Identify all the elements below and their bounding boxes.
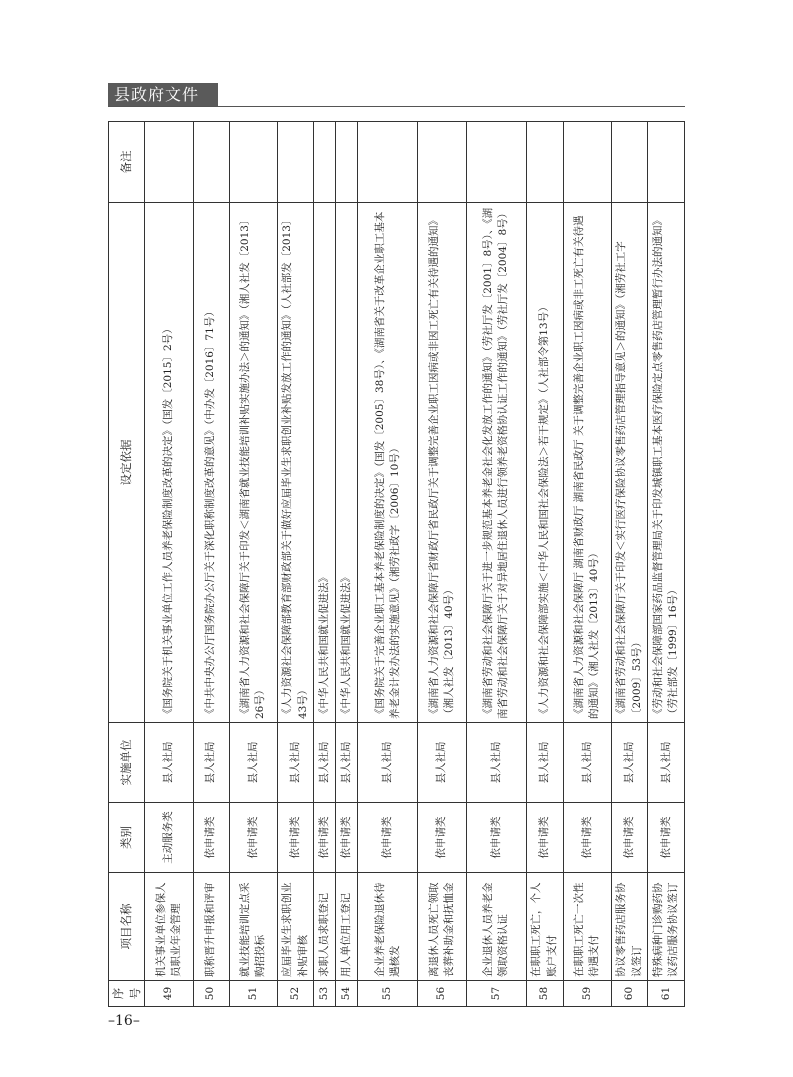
row-note [526,122,563,203]
row-category: 依申请类 [611,803,648,873]
row-no: 60 [611,981,648,1007]
section-title-banner [108,83,218,106]
rotated-table-container [108,122,685,1007]
table-row [611,122,648,1007]
row-name: 用人单位用工登记 [336,873,358,981]
row-basis: 《中华人民共和国就业促进法》 [336,203,358,723]
table-row [314,122,336,1007]
row-note [563,122,611,203]
header-rule [108,106,685,107]
page-number: –16– [108,1013,140,1029]
row-note [336,122,358,203]
row-unit: 县人社局 [563,723,611,803]
row-category: 依申请类 [526,803,563,873]
row-unit: 县人社局 [314,723,336,803]
row-no: 56 [418,981,466,1007]
row-no: 58 [526,981,563,1007]
row-unit: 县人社局 [193,723,229,803]
table-row [526,122,563,1007]
row-basis: 《人力资源和社会保障部实施＜中华人民和国社会保险法＞若干规定》（人社部令第13号） [526,203,563,723]
table-header-row [109,122,145,1007]
row-no: 61 [648,981,685,1007]
row-unit: 县人社局 [145,723,193,803]
row-note [358,122,418,203]
header-unit: 实施单位 [109,723,145,803]
row-no: 59 [563,981,611,1007]
row-name: 求职人员求职登记 [314,873,336,981]
table-row [418,122,466,1007]
row-basis: 《湖南省人力资源和社会保障厅关于印发＜湖南省就业技能培训补贴实施办法＞的通知》（湘人社发〔2013〕26号） [229,203,277,723]
row-unit: 县人社局 [526,723,563,803]
row-note [466,122,526,203]
row-basis: 《国务院关于完善企业职工基本养老保险制度的决定》（国发〔2005〕38号）、《湖南省关于改革企业职工基本养老金计发办法的实施意见》（湘劳社政字〔2006〕10号） [358,203,418,723]
row-name: 特殊病种门诊购药协议药店服务协议签订 [648,873,685,981]
row-basis: 《劳动和社会保障部国家药品监督管理局关于印发城镇职工基本医疗保险定点零售药店管理暂行办法的通知》（劳社部发〔1999〕16号） [648,203,685,723]
row-basis: 《中共中央办公厅国务院办公厅关于深化职称制度改革的意见》（中办发〔2016〕71号） [193,203,229,723]
row-name: 机关事业单位参保人员职业年金管理 [145,873,193,981]
table-row [145,122,193,1007]
row-category: 依申请类 [277,803,314,873]
row-note [611,122,648,203]
row-category: 依申请类 [466,803,526,873]
header-name: 项目名称 [109,873,145,981]
row-basis: 《湖南省人力资源和社会保障厅 湖南省财政厅 湖南省民政厅 关于调整完善企业职工因病或非工死亡有关待遇的通知》（湘人社发〔2013〕40号） [563,203,611,723]
row-basis: 《国务院关于机关事业单位工作人员养老保险制度改革的决定》（国发〔2015〕2号） [145,203,193,723]
row-basis: 《湖南省劳动和社会保障厅关于印发＜实行医疗保险协议零售药店管理指导意见＞的通知》（湘劳社工字〔2009〕53号） [611,203,648,723]
row-category: 依申请类 [336,803,358,873]
row-no: 51 [229,981,277,1007]
items-table [108,121,685,1007]
row-basis: 《中华人民共和国就业促进法》 [314,203,336,723]
row-name: 在职职工死亡，个人账户支付 [526,873,563,981]
row-name: 应届毕业生求职创业补贴审核 [277,873,314,981]
row-unit: 县人社局 [648,723,685,803]
row-note [418,122,466,203]
row-category: 依申请类 [418,803,466,873]
table-row [229,122,277,1007]
section-title: 县政府文件 [114,85,200,104]
row-basis: 《湖南省人力资源和社会保障厅省财政厅省民政厅关于调整完善企业职工因病或非因工死亡有关待遇的通知》（湘人社发〔2013〕40号） [418,203,466,723]
table-row [358,122,418,1007]
row-basis: 《人力资源社会保障部教育部财政部关于做好应届毕业生求职创业补贴发放工作的通知》（人社部发〔2013〕43号） [277,203,314,723]
table-row [648,122,685,1007]
row-category: 依申请类 [563,803,611,873]
row-basis: 《湖南省劳动和社会保障厅关于进一步规范基本养老金社会化发放工作的通知》（劳社厅发〔2001〕8号）、《湖南省劳动和社会保障厅关于对异地居住退休人员进行领养老资格协认证工作的通知》（劳社厅发〔2004〕8号） [466,203,526,723]
row-note [277,122,314,203]
row-name: 就业技能培训定点采购招投标 [229,873,277,981]
table-row [277,122,314,1007]
row-note [145,122,193,203]
row-category: 主动服务类 [145,803,193,873]
table-row [466,122,526,1007]
row-note [314,122,336,203]
row-no: 50 [193,981,229,1007]
row-unit: 县人社局 [358,723,418,803]
row-category: 依申请类 [193,803,229,873]
header-basis: 设定依据 [109,203,145,723]
row-name: 企业养老保险退休待遇核发 [358,873,418,981]
header-no: 序号 [109,981,145,1007]
row-unit: 县人社局 [418,723,466,803]
row-name: 协议零售药店服务协议签订 [611,873,648,981]
row-category: 依申请类 [314,803,336,873]
row-category: 依申请类 [229,803,277,873]
row-unit: 县人社局 [229,723,277,803]
table-row [563,122,611,1007]
row-no: 53 [314,981,336,1007]
row-name: 企业退休人员养老金领取资格认证 [466,873,526,981]
row-category: 依申请类 [358,803,418,873]
row-no: 54 [336,981,358,1007]
header-category: 类别 [109,803,145,873]
table-row [193,122,229,1007]
row-note [229,122,277,203]
row-note [648,122,685,203]
row-no: 55 [358,981,418,1007]
row-name: 离退休人员死亡领取丧葬补助金和抚恤金 [418,873,466,981]
row-no: 52 [277,981,314,1007]
row-unit: 县人社局 [611,723,648,803]
row-category: 依申请类 [648,803,685,873]
row-unit: 县人社局 [277,723,314,803]
row-unit: 县人社局 [466,723,526,803]
header-note: 备注 [109,122,145,203]
row-name: 职称晋升申报和评审 [193,873,229,981]
row-unit: 县人社局 [336,723,358,803]
row-no: 57 [466,981,526,1007]
row-note [193,122,229,203]
row-no: 49 [145,981,193,1007]
table-row [336,122,358,1007]
row-name: 在职职工死亡一次性待遇支付 [563,873,611,981]
